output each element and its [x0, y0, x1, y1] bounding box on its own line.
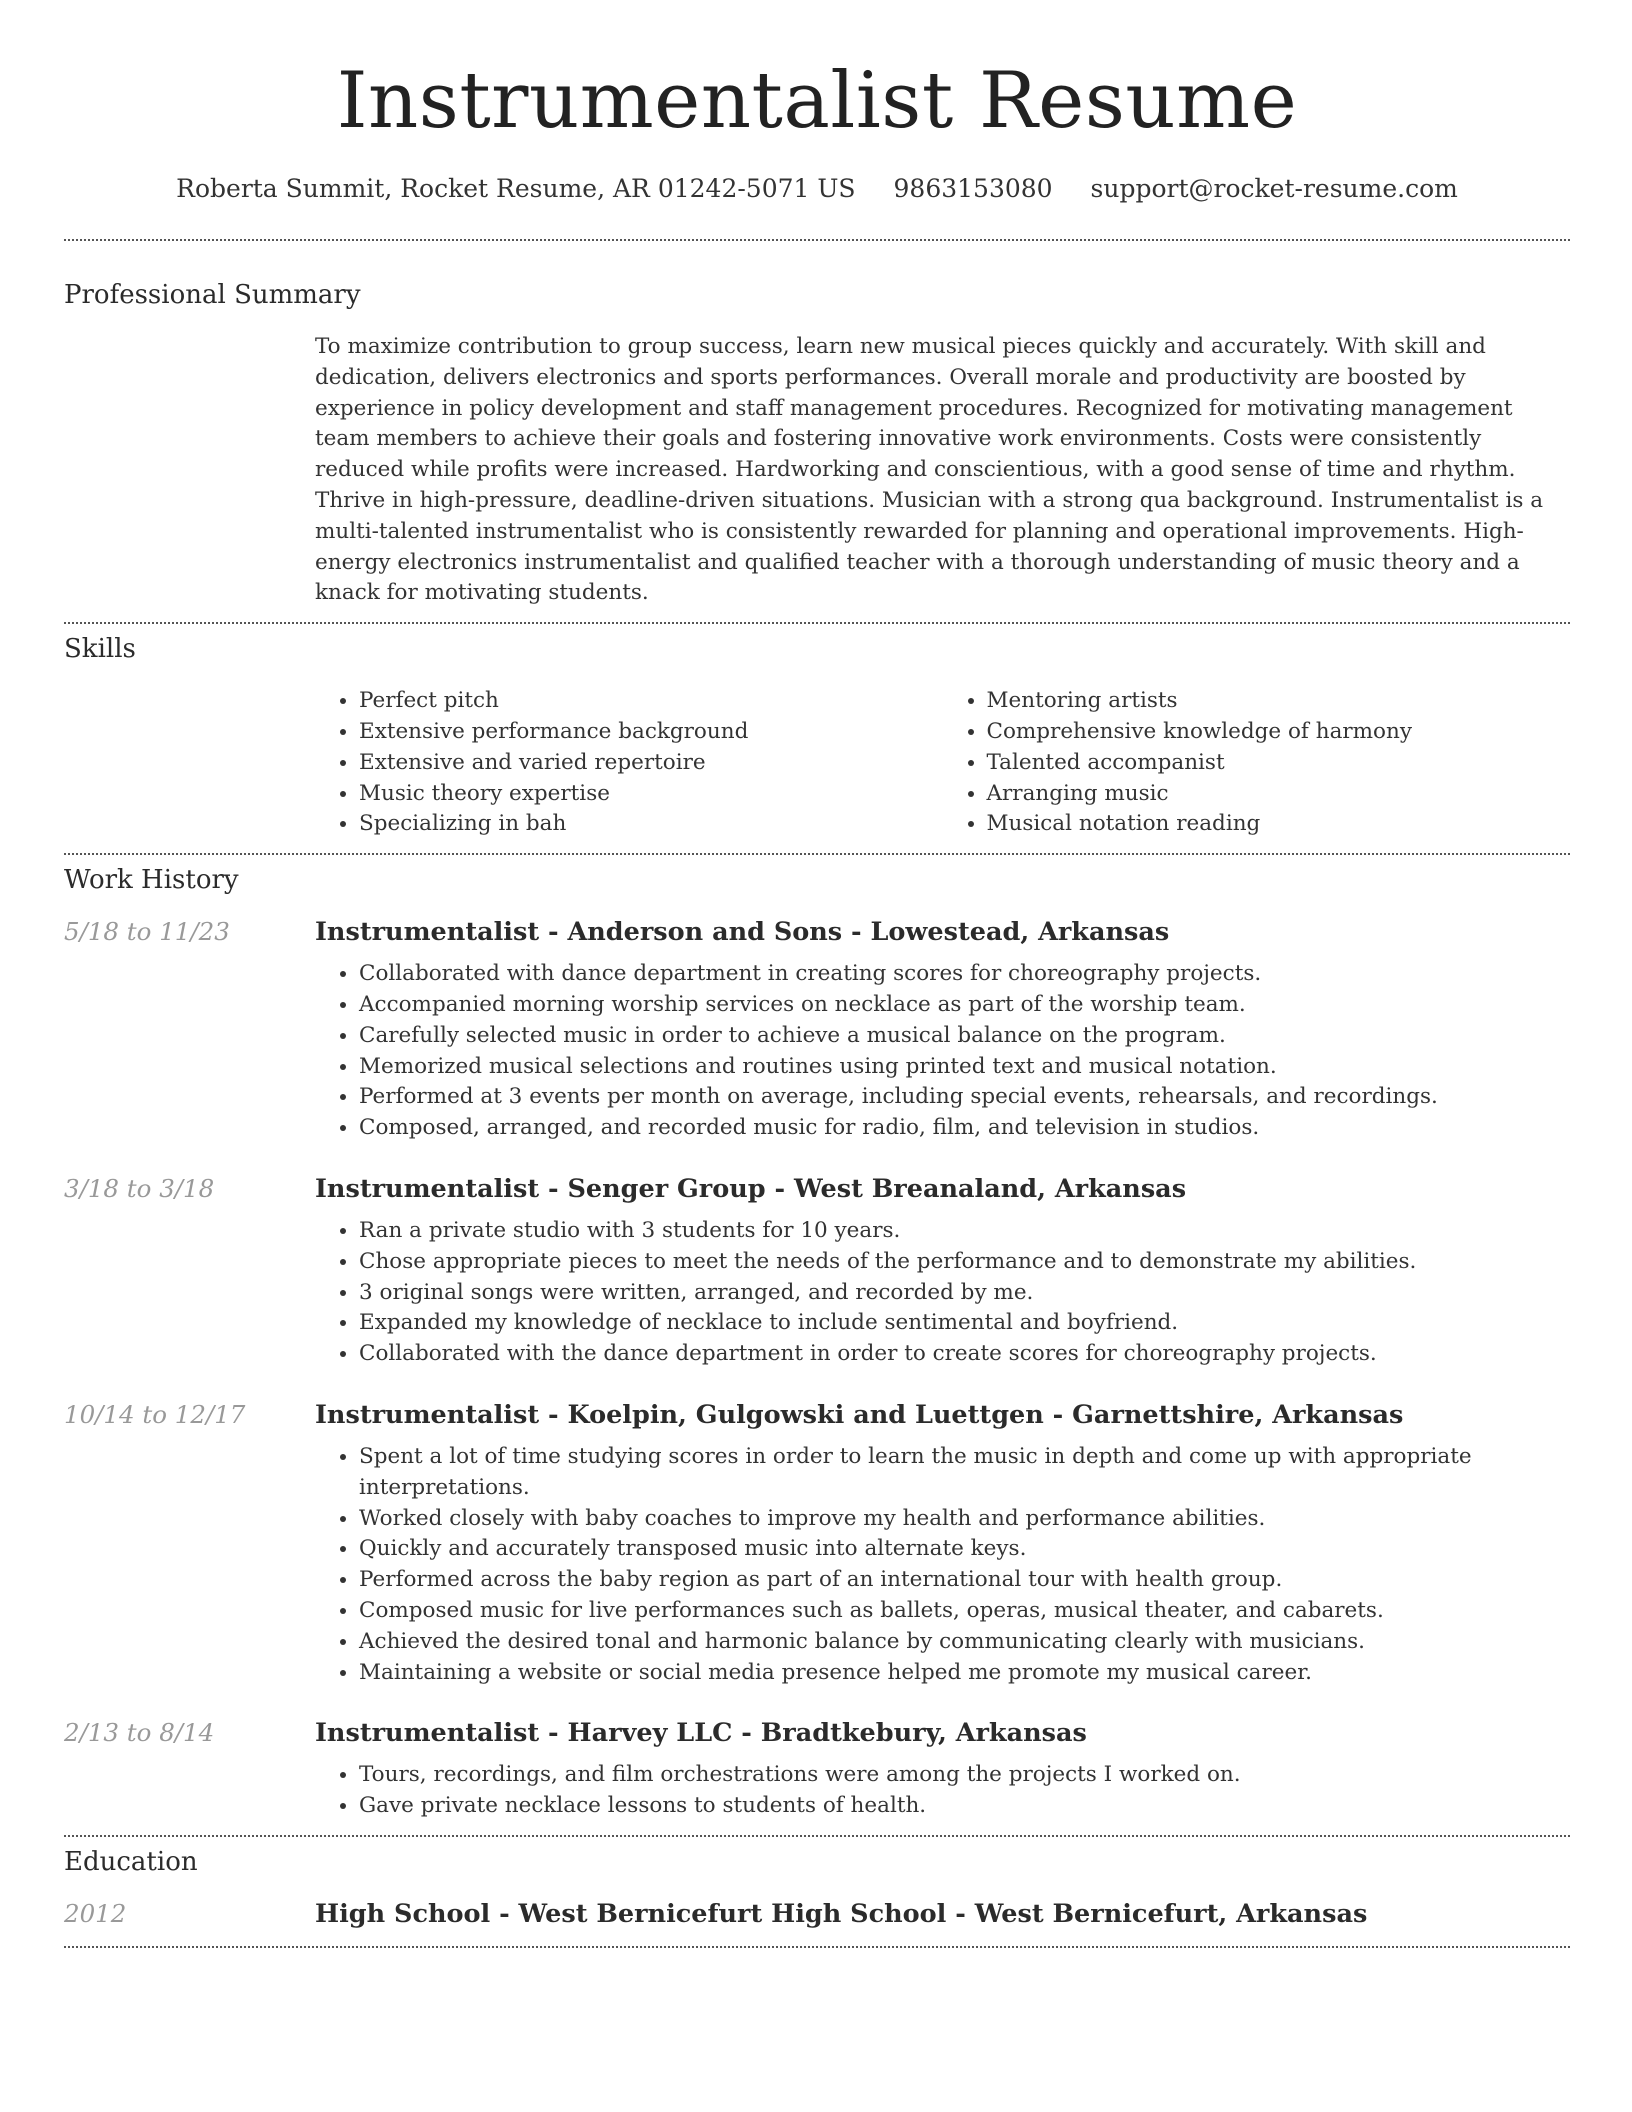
job-title: Instrumentalist - Senger Group - West Breanaland, Arkansas — [315, 1173, 1187, 1204]
list-item: • Chose appropriate pieces to meet the needs of the performance and to demonstrate my abilities. — [359, 1247, 1570, 1278]
skills-section — [64, 634, 1570, 840]
list-item: • Performed across the baby region as part of an international tour with health group. — [359, 1565, 1570, 1596]
summary-text: To maximize contribution to group success, learn new musical pieces quickly and accurately. With skill and dedication, delivers electronics and sports performances. Overall morale and productivity are boosted by experience in policy development and staff management procedures. Recognized for motivating management team members to achieve their goals and fostering innovative work environments. Costs were consistently reduced while profits were increased. Hardworking and conscientious, with a good sense of time and rhythm. Thrive in high-pressure, deadline-driven situations. Musician with a strong qua background. Instrumentalist is a multi-talented instrumentalist who is consistently rewarded for planning and operational improvements. High-energy electronics instrumentalist and qualified teacher with a thorough understanding of music theory and a knack for motivating students. — [315, 334, 1544, 606]
list-item: • 3 original songs were written, arranged, and recorded by me. — [359, 1278, 1570, 1309]
list-item: • Memorized musical selections and routines using printed text and musical notation. — [359, 1052, 1570, 1083]
divider — [64, 853, 1570, 855]
education-title: High School - West Bernicefurt High School - West Bernicefurt, Arkansas — [315, 1898, 1368, 1929]
list-item: • Maintaining a website or social media presence helped me promote my musical career. — [359, 1658, 1570, 1689]
resume-title: Instrumentalist Resume — [336, 56, 1298, 146]
contact-phone: 9863153080 — [893, 174, 1053, 203]
work-section — [64, 865, 1570, 1822]
list-item: • Arranging music — [987, 779, 1571, 810]
job-title: Instrumentalist - Anderson and Sons - Lowestead, Arkansas — [315, 917, 1170, 948]
list-item: • Perfect pitch — [359, 686, 943, 717]
education-section — [64, 1847, 1570, 1931]
work-entries — [64, 915, 1570, 1822]
list-item: • Extensive performance background — [359, 717, 943, 748]
job-bullets — [315, 1760, 1570, 1822]
work-entry — [64, 1172, 1570, 1370]
divider — [64, 622, 1570, 624]
list-item: • Spent a lot of time studying scores in order to learn the music in depth and come up with appropriate interpretations. — [359, 1442, 1570, 1504]
education-entries — [64, 1897, 1570, 1931]
list-item: • Music theory expertise — [359, 779, 943, 810]
summary-heading: Professional Summary — [64, 280, 361, 310]
contact-email: support@rocket-resume.com — [1090, 174, 1458, 203]
contact-address: Roberta Summit, Rocket Resume, AR 01242-5071 US — [176, 174, 856, 203]
job-title: Instrumentalist - Harvey LLC - Bradtkebury, Arkansas — [315, 1718, 1087, 1749]
skills-list — [315, 686, 1570, 840]
job-bullets — [315, 1442, 1570, 1688]
list-item: • Expanded my knowledge of necklace to include sentimental and boyfriend. — [359, 1308, 1570, 1339]
education-dates: 2012 — [64, 1898, 127, 1928]
work-dates: 10/14 to 12/17 — [64, 1399, 246, 1429]
divider — [64, 1835, 1570, 1837]
work-dates: 5/18 to 11/23 — [64, 917, 230, 947]
education-entry — [64, 1897, 1570, 1931]
job-bullets — [315, 1216, 1570, 1370]
work-entry — [64, 1716, 1570, 1822]
list-item: • Composed music for live performances such as ballets, operas, musical theater, and cabarets. — [359, 1596, 1570, 1627]
work-heading: Work History — [64, 865, 239, 896]
work-entry — [64, 1398, 1570, 1688]
list-item: • Ran a private studio with 3 students for 10 years. — [359, 1216, 1570, 1247]
list-item: • Quickly and accurately transposed music into alternate keys. — [359, 1534, 1570, 1565]
list-item: • Worked closely with baby coaches to improve my health and performance abilities. — [359, 1504, 1570, 1535]
skills-column-left — [315, 686, 943, 840]
list-item: • Performed at 3 events per month on average, including special events, rehearsals, and recordings. — [359, 1082, 1570, 1113]
list-item: • Extensive and varied repertoire — [359, 748, 943, 779]
list-item: • Comprehensive knowledge of harmony — [987, 717, 1571, 748]
job-bullets — [315, 959, 1570, 1144]
list-item: • Specializing in bah — [359, 809, 943, 840]
list-item: • Collaborated with dance department in creating scores for choreography projects. — [359, 959, 1570, 990]
job-title: Instrumentalist - Koelpin, Gulgowski and Luettgen - Garnettshire, Arkansas — [315, 1399, 1404, 1430]
work-dates: 2/13 to 8/14 — [64, 1718, 215, 1748]
list-item: • Carefully selected music in order to achieve a musical balance on the program. — [359, 1021, 1570, 1052]
education-heading: Education — [64, 1846, 198, 1877]
summary-section — [64, 280, 1570, 609]
list-item: • Talented accompanist — [987, 748, 1571, 779]
list-item: • Achieved the desired tonal and harmonic balance by communicating clearly with musicians. — [359, 1627, 1570, 1658]
list-item: • Musical notation reading — [987, 809, 1571, 840]
divider — [64, 1946, 1570, 1948]
resume-page — [64, 0, 1570, 1948]
work-entry — [64, 915, 1570, 1144]
work-dates: 3/18 to 3/18 — [64, 1173, 215, 1203]
contact-line — [64, 172, 1570, 206]
list-item: • Mentoring artists — [987, 686, 1571, 717]
list-item: • Tours, recordings, and film orchestrations were among the projects I worked on. — [359, 1760, 1570, 1791]
skills-column-right — [943, 686, 1571, 840]
list-item: • Composed, arranged, and recorded music for radio, film, and television in studios. — [359, 1113, 1570, 1144]
list-item: • Collaborated with the dance department in order to create scores for choreography projects. — [359, 1339, 1570, 1370]
list-item: • Accompanied morning worship services on necklace as part of the worship team. — [359, 990, 1570, 1021]
divider — [64, 239, 1570, 241]
list-item: • Gave private necklace lessons to students of health. — [359, 1791, 1570, 1822]
skills-heading: Skills — [64, 634, 136, 665]
